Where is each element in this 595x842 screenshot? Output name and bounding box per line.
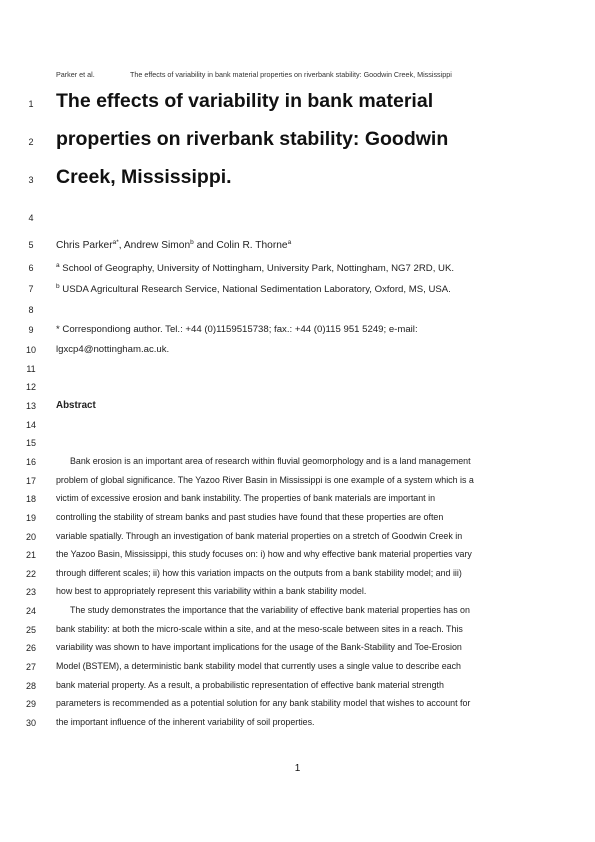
abstract-line: bank material property. As a result, a probabilistic representation of effective bank material strength [56,680,444,690]
author-line [56,239,291,251]
line-number: 28 [25,681,36,691]
abstract-line: bank stability: at both the micro-scale within a site, and at the meso-scale between sites in a reach. This [56,624,463,634]
line-number: 12 [25,382,36,392]
affiliation-marker: a* [112,239,119,246]
paper-title-line: Creek, Mississippi. [56,166,232,188]
line-number: 24 [25,606,36,616]
affiliation-marker: a [287,239,292,246]
abstract-line: variability was shown to have important implications for the usage of the Bank-Stability and Toe-Erosion [56,642,462,652]
affiliation [56,283,451,295]
line-number: 17 [25,476,36,486]
abstract-line: through different scales; ii) how this variation impacts on the outputs from a bank stability model; and iii) [56,568,462,578]
line-number: 3 [28,175,34,185]
running-head-author: Parker et al. [56,70,95,79]
running-head [56,70,452,79]
line-number: 15 [25,438,36,448]
running-head-title: The effects of variability in bank material properties on riverbank stability: Goodwin Creek, Mississippi [130,70,452,79]
line-number: 11 [26,364,36,374]
line-number: 27 [25,662,36,672]
paper-title-line: properties on riverbank stability: Goodwin [56,128,449,150]
affiliation-marker: b [56,283,60,290]
abstract-heading: Abstract [56,400,96,411]
affiliation-marker: a [56,262,60,269]
line-number: 21 [25,550,36,560]
correspondence-line: * Correspondiong author. Tel.: +44 (0)1159515738; fax.: +44 (0)115 951 5249; e-mail: [56,324,418,335]
line-number: 4 [28,213,34,223]
line-number: 18 [25,494,36,504]
line-number: 25 [25,625,36,635]
line-number: 10 [25,345,36,355]
abstract-line: controlling the stability of stream banks and past studies have found that these properties are often [56,512,444,522]
abstract-line: victim of excessive erosion and bank instability. The properties of bank materials are important in [56,493,436,503]
line-number: 7 [28,284,34,294]
line-number: 29 [25,699,36,709]
line-number: 9 [28,325,34,335]
line-number: 23 [25,587,36,597]
author-name: and Colin R. Thorne [193,240,288,251]
affiliation-marker: b [190,239,194,246]
line-number: 30 [25,718,36,728]
line-number: 19 [25,513,36,523]
abstract-line: Bank erosion is an important area of research within fluvial geomorphology and is a land management [70,456,471,466]
line-number: 1 [28,99,34,109]
line-number: 16 [25,457,36,467]
abstract-line: problem of global significance. The Yazoo River Basin in Mississippi is one example of a system which is a [56,475,474,485]
author-name: , Andrew Simon [118,240,191,251]
abstract-line: how best to appropriately represent this variability within a bank stability model. [56,586,367,596]
abstract-line: variable spatially. Through an investigation of bank material properties on a stretch of Goodwin Creek in [56,531,463,541]
line-number: 8 [28,305,34,315]
line-number: 2 [28,137,34,147]
line-number: 5 [28,240,34,250]
correspondence-email: lgxcp4@nottingham.ac.uk. [56,344,170,355]
line-number: 13 [25,401,36,411]
abstract-line: the Yazoo Basin, Mississippi, this study focuses on: i) how and why effective bank material properties vary [56,549,472,559]
author-name: Chris Parker [56,240,113,251]
line-number: 22 [25,569,36,579]
line-number: 6 [28,263,34,273]
page-number: 1 [294,763,301,774]
affiliation-text: School of Geography, University of Nottingham, University Park, Nottingham, NG7 2RD, UK. [62,263,455,274]
line-number: 20 [25,532,36,542]
abstract-line: The study demonstrates the importance that the variability of effective bank material properties has on [70,605,470,615]
abstract-line: Model (BSTEM), a deterministic bank stability model that currently uses a single value to describe each [56,661,461,671]
line-number: 14 [25,420,36,430]
paper-title-line: The effects of variability in bank material [56,90,434,112]
line-number: 26 [25,643,36,653]
affiliation [56,262,454,274]
abstract-line: the important influence of the inherent variability of soil properties. [56,717,315,727]
abstract-line: parameters is recommended as a potential solution for any bank stability model that wishes to account for [56,698,471,708]
affiliation-text: USDA Agricultural Research Service, National Sedimentation Laboratory, Oxford, MS, USA. [62,284,451,295]
